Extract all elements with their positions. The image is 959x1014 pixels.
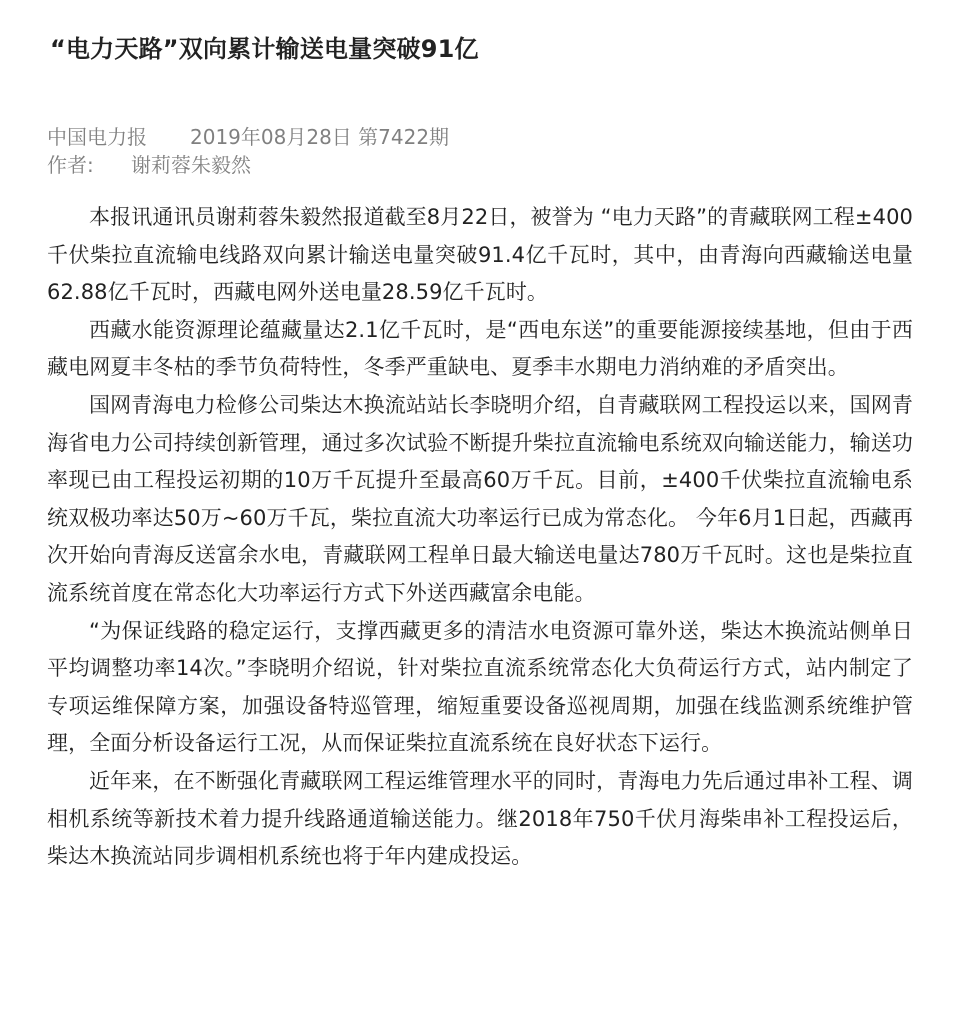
article-paragraph-2: 西藏水能资源理论蕴藏量达2.1亿千瓦时，是“西电东送”的重要能源接续基地，但由于西藏电网夏丰冬枯的季节负荷特性，冬季严重缺电、夏季丰水期电力消纳难的矛盾突出。 (47, 317, 913, 380)
article-paragraph-4: “为保证线路的稳定运行，支撑西藏更多的清洁水电资源可靠外送，柴达木换流站侧单日平均调整功率14次。”李晓明介绍说，针对柴拉直流系统常态化大负荷运行方式，站内制定了专项运维保障方案，加强设备特巡管理，缩短重要设备巡视周期，加强在线监测系统维护管理，全面分析设备运行工况，从而保证柴拉直流系统在良好状态下运行。 (47, 618, 913, 756)
source-date-row (47, 123, 449, 151)
article-body (47, 199, 913, 876)
newspaper-name: 中国电力报 (47, 125, 147, 149)
author-names: 谢莉蓉朱毅然 (131, 153, 251, 177)
publication-date-issue: 2019年08月28日 第7422期 (190, 125, 450, 149)
article-paragraph-1: 本报讯通讯员谢莉蓉朱毅然报道截至8月22日，被誉为 “电力天路”的青藏联网工程±400千伏柴拉直流输电线路双向累计输送电量突破91.4亿千瓦时，其中，由青海向西藏输送电量62.88亿千瓦时，西藏电网外送电量28.59亿千瓦时。 (47, 205, 913, 305)
article-paragraph-3: 国网青海电力检修公司柴达木换流站站长李晓明介绍，自青藏联网工程投运以来，国网青海省电力公司持续创新管理，通过多次试验不断提升柴拉直流输电系统双向输送能力，输送功率现已由工程投运初期的10万千瓦提升至最高60万千瓦。目前，±400千伏柴拉直流输电系统双极功率达50万~60万千瓦，柴拉直流大功率运行已成为常态化。 今年6月1日起，西藏再次开始向青海反送富余水电，青藏联网工程单日最大输送电量达780万千瓦时。这也是柴拉直流系统首度在常态化大功率运行方式下外送西藏富余电能。 (47, 392, 913, 605)
article-paragraph-5: 近年来，在不断强化青藏联网工程运维管理水平的同时，青海电力先后通过串补工程、调相机系统等新技术着力提升线路通道输送能力。继2018年750千伏月海柴串补工程投运后，柴达木换流站同步调相机系统也将于年内建成投运。 (47, 768, 913, 869)
author-label: 作者: (47, 153, 94, 177)
article-title: “电力天路”双向累计输送电量突破91亿 (50, 35, 479, 63)
article-meta (47, 123, 449, 179)
author-row (47, 151, 449, 179)
